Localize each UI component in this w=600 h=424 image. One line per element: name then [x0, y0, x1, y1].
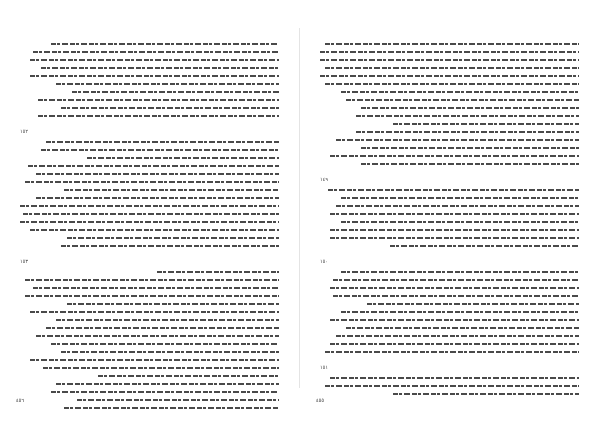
illegible-text-placeholder [61, 245, 279, 247]
illegible-text-placeholder [33, 51, 279, 53]
illegible-text-placeholder [25, 181, 279, 183]
illegible-text-placeholder [341, 221, 579, 223]
illegible-text-placeholder [330, 287, 579, 289]
text-line [325, 64, 579, 72]
text-line [72, 88, 279, 96]
text-line [341, 88, 579, 96]
text-line [30, 226, 279, 234]
text-line [43, 364, 279, 372]
illegible-text-placeholder [393, 123, 579, 125]
text-section [20, 259, 279, 412]
text-section [320, 259, 579, 356]
illegible-text-placeholder [64, 189, 279, 191]
text-line [30, 308, 279, 316]
text-section [320, 40, 579, 168]
illegible-text-placeholder [30, 359, 279, 361]
text-line [333, 276, 579, 284]
text-line [20, 218, 279, 226]
text-line [320, 56, 579, 64]
text-line [390, 242, 579, 250]
illegible-text-placeholder [98, 375, 279, 377]
text-line [56, 316, 279, 324]
text-line [25, 292, 279, 300]
illegible-text-placeholder [77, 399, 279, 401]
text-line [25, 276, 279, 284]
text-line [36, 170, 279, 178]
illegible-text-placeholder [325, 43, 579, 45]
illegible-text-placeholder [67, 237, 279, 239]
text-line [330, 226, 579, 234]
text-line [56, 80, 279, 88]
illegible-text-placeholder [346, 99, 579, 101]
illegible-text-placeholder [56, 83, 279, 85]
section-number: ١٥٣ [20, 259, 29, 265]
illegible-text-placeholder [36, 197, 279, 199]
text-line [30, 356, 279, 364]
illegible-text-placeholder [325, 385, 579, 387]
text-line [325, 382, 579, 390]
text-line [98, 372, 279, 380]
illegible-text-placeholder [38, 115, 279, 117]
text-line [36, 332, 279, 340]
text-line [30, 72, 279, 80]
text-line [61, 242, 279, 250]
illegible-text-placeholder [330, 229, 579, 231]
text-line [33, 284, 279, 292]
right-page [300, 0, 600, 424]
illegible-text-placeholder [325, 351, 579, 353]
text-line [33, 48, 279, 56]
text-line [356, 128, 579, 136]
illegible-text-placeholder [330, 319, 579, 321]
illegible-text-placeholder [341, 91, 579, 93]
text-line [330, 284, 579, 292]
illegible-text-placeholder [30, 229, 279, 231]
illegible-text-placeholder [51, 391, 279, 393]
illegible-text-placeholder [43, 367, 279, 369]
illegible-text-placeholder [330, 237, 579, 239]
text-line [46, 138, 279, 146]
text-line [157, 268, 279, 276]
illegible-text-placeholder [330, 377, 579, 379]
text-line [51, 388, 279, 396]
text-line [38, 96, 279, 104]
illegible-text-placeholder [41, 149, 279, 151]
illegible-text-placeholder [320, 75, 579, 77]
illegible-text-placeholder [346, 327, 579, 329]
illegible-text-placeholder [28, 165, 279, 167]
text-line [38, 112, 279, 120]
illegible-text-placeholder [87, 157, 279, 159]
text-line [325, 80, 579, 88]
text-line [20, 202, 279, 210]
illegible-text-placeholder [51, 43, 279, 45]
text-line [46, 324, 279, 332]
section-number: ١٥١ [320, 365, 329, 371]
text-line [77, 396, 279, 404]
text-line [28, 162, 279, 170]
illegible-text-placeholder [61, 351, 279, 353]
illegible-text-placeholder [20, 205, 279, 207]
illegible-text-placeholder [30, 311, 279, 313]
illegible-text-placeholder [333, 279, 579, 281]
section-number: ١٥٠ [320, 259, 329, 265]
text-line [341, 308, 579, 316]
text-line [328, 186, 579, 194]
text-line [330, 316, 579, 324]
text-line [361, 160, 579, 168]
illegible-text-placeholder [46, 141, 279, 143]
illegible-text-placeholder [330, 213, 579, 215]
illegible-text-placeholder [361, 163, 579, 165]
illegible-text-placeholder [23, 213, 279, 215]
illegible-text-placeholder [51, 343, 279, 345]
illegible-text-placeholder [333, 295, 579, 297]
text-section [320, 365, 579, 398]
text-line [341, 268, 579, 276]
illegible-text-placeholder [320, 51, 579, 53]
text-line [336, 202, 579, 210]
illegible-text-placeholder [341, 311, 579, 313]
illegible-text-placeholder [367, 303, 579, 305]
illegible-text-placeholder [328, 189, 579, 191]
right-page-text [320, 40, 579, 398]
text-line [67, 300, 279, 308]
text-line [356, 112, 579, 120]
text-line [361, 144, 579, 152]
illegible-text-placeholder [361, 147, 579, 149]
illegible-text-placeholder [341, 271, 579, 273]
illegible-text-placeholder [25, 279, 279, 281]
text-line [330, 152, 579, 160]
illegible-text-placeholder [72, 91, 279, 93]
illegible-text-placeholder [36, 173, 279, 175]
text-line [87, 154, 279, 162]
text-line [51, 40, 279, 48]
text-line [341, 194, 579, 202]
text-line [320, 48, 579, 56]
illegible-text-placeholder [61, 107, 279, 109]
illegible-text-placeholder [320, 59, 579, 61]
text-line [333, 292, 579, 300]
text-line [325, 348, 579, 356]
text-line [361, 104, 579, 112]
illegible-text-placeholder [25, 295, 279, 297]
section-number: ١٤٩ [320, 177, 329, 183]
text-line [51, 340, 279, 348]
text-line [330, 210, 579, 218]
illegible-text-placeholder [33, 287, 279, 289]
illegible-text-placeholder [393, 393, 579, 395]
text-line [330, 234, 579, 242]
illegible-text-placeholder [336, 335, 579, 337]
text-line [41, 146, 279, 154]
illegible-text-placeholder [336, 139, 579, 141]
text-line [367, 300, 579, 308]
illegible-text-placeholder [20, 221, 279, 223]
text-line [346, 324, 579, 332]
illegible-text-placeholder [38, 99, 279, 101]
illegible-text-placeholder [67, 303, 279, 305]
illegible-text-placeholder [30, 59, 279, 61]
illegible-text-placeholder [361, 107, 579, 109]
text-line [336, 136, 579, 144]
illegible-text-placeholder [390, 245, 579, 247]
text-section [320, 177, 579, 250]
text-line [336, 332, 579, 340]
text-line [67, 234, 279, 242]
text-line [393, 120, 579, 128]
illegible-text-placeholder [356, 115, 579, 117]
illegible-text-placeholder [330, 343, 579, 345]
section-number: ١٥٢ [20, 129, 29, 135]
illegible-text-placeholder [46, 327, 279, 329]
illegible-text-placeholder [325, 83, 579, 85]
text-line [346, 96, 579, 104]
text-line [56, 380, 279, 388]
illegible-text-placeholder [157, 271, 279, 273]
illegible-text-placeholder [341, 197, 579, 199]
text-line [30, 56, 279, 64]
illegible-text-placeholder [325, 67, 579, 69]
illegible-text-placeholder [64, 407, 279, 409]
text-line [25, 178, 279, 186]
illegible-text-placeholder [30, 75, 279, 77]
text-section [20, 40, 279, 120]
illegible-text-placeholder [56, 383, 279, 385]
text-line [61, 104, 279, 112]
text-line [325, 40, 579, 48]
left-page-text [20, 40, 279, 412]
illegible-text-placeholder [336, 205, 579, 207]
text-line [393, 390, 579, 398]
text-line [64, 404, 279, 412]
page-number-left: ٤٥٦ [16, 398, 25, 404]
illegible-text-placeholder [330, 155, 579, 157]
illegible-text-placeholder [41, 67, 279, 69]
text-line [23, 210, 279, 218]
illegible-text-placeholder [56, 319, 279, 321]
illegible-text-placeholder [356, 131, 579, 133]
text-line [330, 340, 579, 348]
text-line [341, 218, 579, 226]
text-line [36, 194, 279, 202]
illegible-text-placeholder [36, 335, 279, 337]
page-number-right: ٤٥٥ [316, 398, 325, 404]
text-line [64, 186, 279, 194]
text-line [41, 64, 279, 72]
text-section [20, 129, 279, 250]
text-line [330, 374, 579, 382]
text-line [61, 348, 279, 356]
text-line [320, 72, 579, 80]
